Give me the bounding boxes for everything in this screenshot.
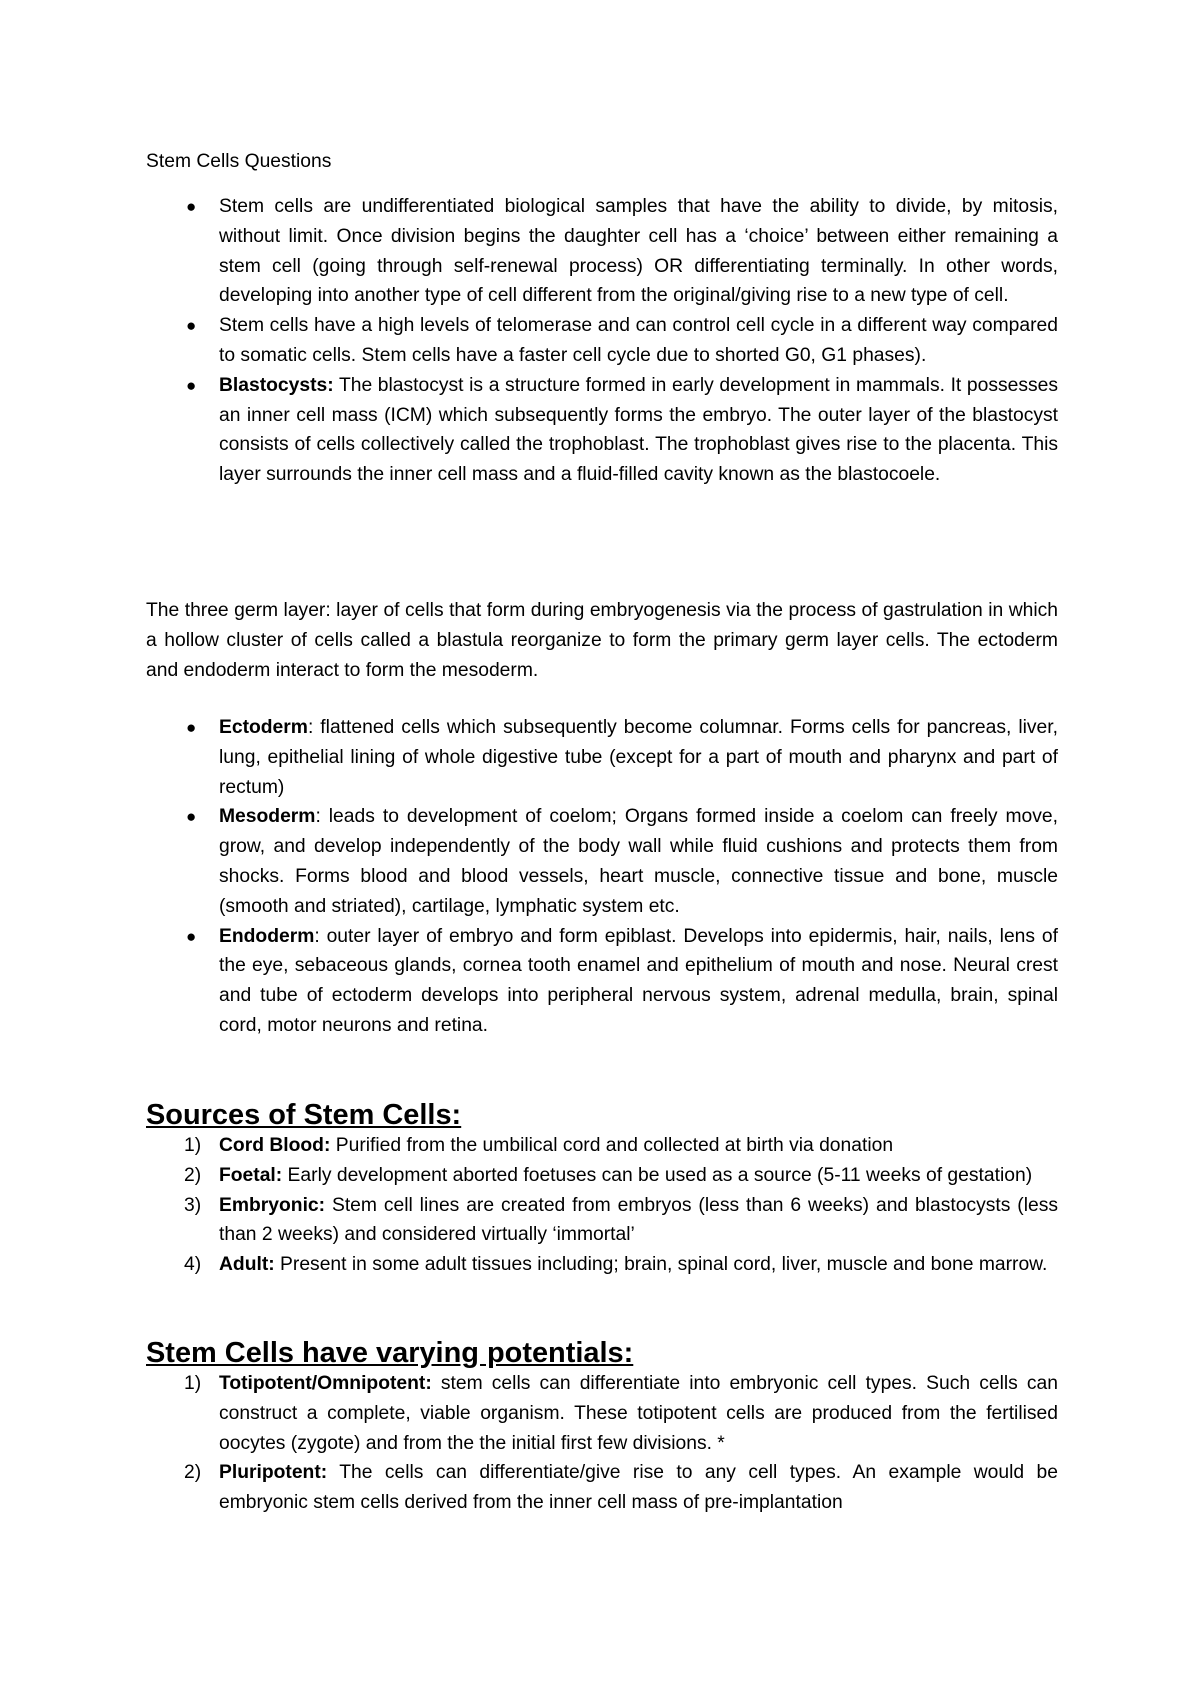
item-number: 4): [184, 1254, 202, 1276]
potentials-heading: Stem Cells have varying potentials:: [146, 1337, 634, 1369]
item-label: Embryonic:: [219, 1194, 326, 1216]
item-text: Stem cells are undifferentiated biological samples that have the ability to divide, by mitosis, without limit. Once division begins the daughter cell has a ‘choice’ between either remaining a stem cell (going through self-renewal process) OR differentiating terminally. In other words, developing into another type of cell different from the original/giving rise to a new type of cell.: [219, 196, 1058, 307]
item-text: stem cells can differentiate into embryonic cell types. Such cells can construct a complete, viable organism. These totipotent cells are produced from the fertilised oocytes (zygote) and from the the initial first few divisions. *: [219, 1373, 1058, 1454]
document-title: Stem Cells Questions: [146, 151, 332, 172]
sources-list: [146, 1131, 1058, 1280]
list-item: [146, 371, 1058, 490]
germ-layer-bullet-list: [146, 713, 1058, 1041]
intro-bullet-list: [146, 192, 1058, 490]
list-item: [146, 1250, 1058, 1280]
list-item: [146, 802, 1058, 921]
list-item: [146, 1369, 1058, 1458]
list-item: [146, 311, 1058, 371]
item-text: Stem cells have a high levels of telomerase and can control cell cycle in a different way compared to somatic cells. Stem cells have a faster cell cycle due to shorted G0, G1 phases).: [219, 315, 1058, 366]
list-item: [146, 1191, 1058, 1251]
germ-layer-paragraph: The three germ layer: layer of cells that form during embryogenesis via the process of gastrulation in which a hollow cluster of cells called a blastula reorganize to form the primary germ layer cells. The ectoderm and endoderm interact to form the mesoderm.: [146, 600, 1058, 681]
item-text: Present in some adult tissues including; brain, spinal cord, liver, muscle and bone marrow.: [274, 1254, 1048, 1276]
bullet-icon: ●: [186, 316, 197, 336]
item-label: Pluripotent:: [219, 1462, 328, 1484]
item-text: : outer layer of embryo and form epiblast. Develops into epidermis, hair, nails, lens of the eye, sebaceous glands, cornea tooth enamel and epithelium of mouth and nose. Neural crest and tube of ectoderm develops into peripheral nervous system, adrenal medulla, brain, spinal cord, motor neurons and retina.: [219, 925, 1058, 1036]
item-label: Blastocysts:: [219, 374, 334, 396]
list-item: [146, 1131, 1058, 1161]
item-label: Mesoderm: [219, 806, 316, 828]
list-item: [146, 713, 1058, 802]
item-text: Early development aborted foetuses can be used as a source (5-11 weeks of gestation): [282, 1164, 1033, 1186]
list-item: [146, 192, 1058, 311]
item-number: 1): [184, 1373, 202, 1394]
bullet-icon: ●: [186, 718, 197, 737]
item-text: The cells can differentiate/give rise to any cell types. An example would be embryonic stem cells derived from the inner cell mass of pre-implantation: [219, 1462, 1058, 1514]
item-number: 2): [184, 1164, 202, 1186]
item-text: : leads to development of coelom; Organs formed inside a coelom can freely move, grow, and develop independently of the body wall while fluid cushions and protects them from shocks. Forms blood and blood vessels, heart muscle, connective tissue and bone, muscle (smooth and striated), cartilage, lymphatic system etc.: [219, 806, 1058, 917]
list-item: [146, 1458, 1058, 1518]
bullet-icon: ●: [186, 926, 197, 946]
item-label: Ectoderm: [219, 717, 308, 738]
bullet-icon: ●: [186, 807, 197, 827]
item-text: The blastocyst is a structure formed in early development in mammals. It possesses an inner cell mass (ICM) which subsequently forms the embryo. The outer layer of the blastocyst consists of cells collectively called the trophoblast. The trophoblast gives rise to the placenta. This layer surrounds the inner cell mass and a fluid-filled cavity known as the blastocoele.: [219, 374, 1058, 486]
item-number: 3): [184, 1194, 202, 1216]
item-label: Cord Blood:: [219, 1135, 331, 1156]
sources-heading: Sources of Stem Cells:: [146, 1099, 462, 1131]
bullet-icon: ●: [186, 375, 197, 395]
list-item: [146, 922, 1058, 1041]
item-text: : flattened cells which subsequently become columnar. Forms cells for pancreas, liver, lung, epithelial lining of whole digestive tube (except for a part of mouth and pharynx and part of rectum): [219, 717, 1058, 798]
item-label: Foetal:: [219, 1164, 283, 1186]
item-text: Purified from the umbilical cord and collected at birth via donation: [330, 1135, 894, 1156]
bullet-icon: ●: [186, 197, 197, 216]
item-label: Endoderm: [219, 925, 315, 947]
potentials-list: [146, 1369, 1058, 1518]
list-item: [146, 1161, 1058, 1191]
item-text: Stem cell lines are created from embryos (less than 6 weeks) and blastocysts (less than 2 weeks) and considered virtually ‘immortal’: [219, 1194, 1058, 1246]
item-label: Totipotent/Omnipotent:: [219, 1373, 432, 1394]
item-number: 1): [184, 1135, 202, 1156]
item-number: 2): [184, 1462, 202, 1484]
item-label: Adult:: [219, 1254, 275, 1276]
